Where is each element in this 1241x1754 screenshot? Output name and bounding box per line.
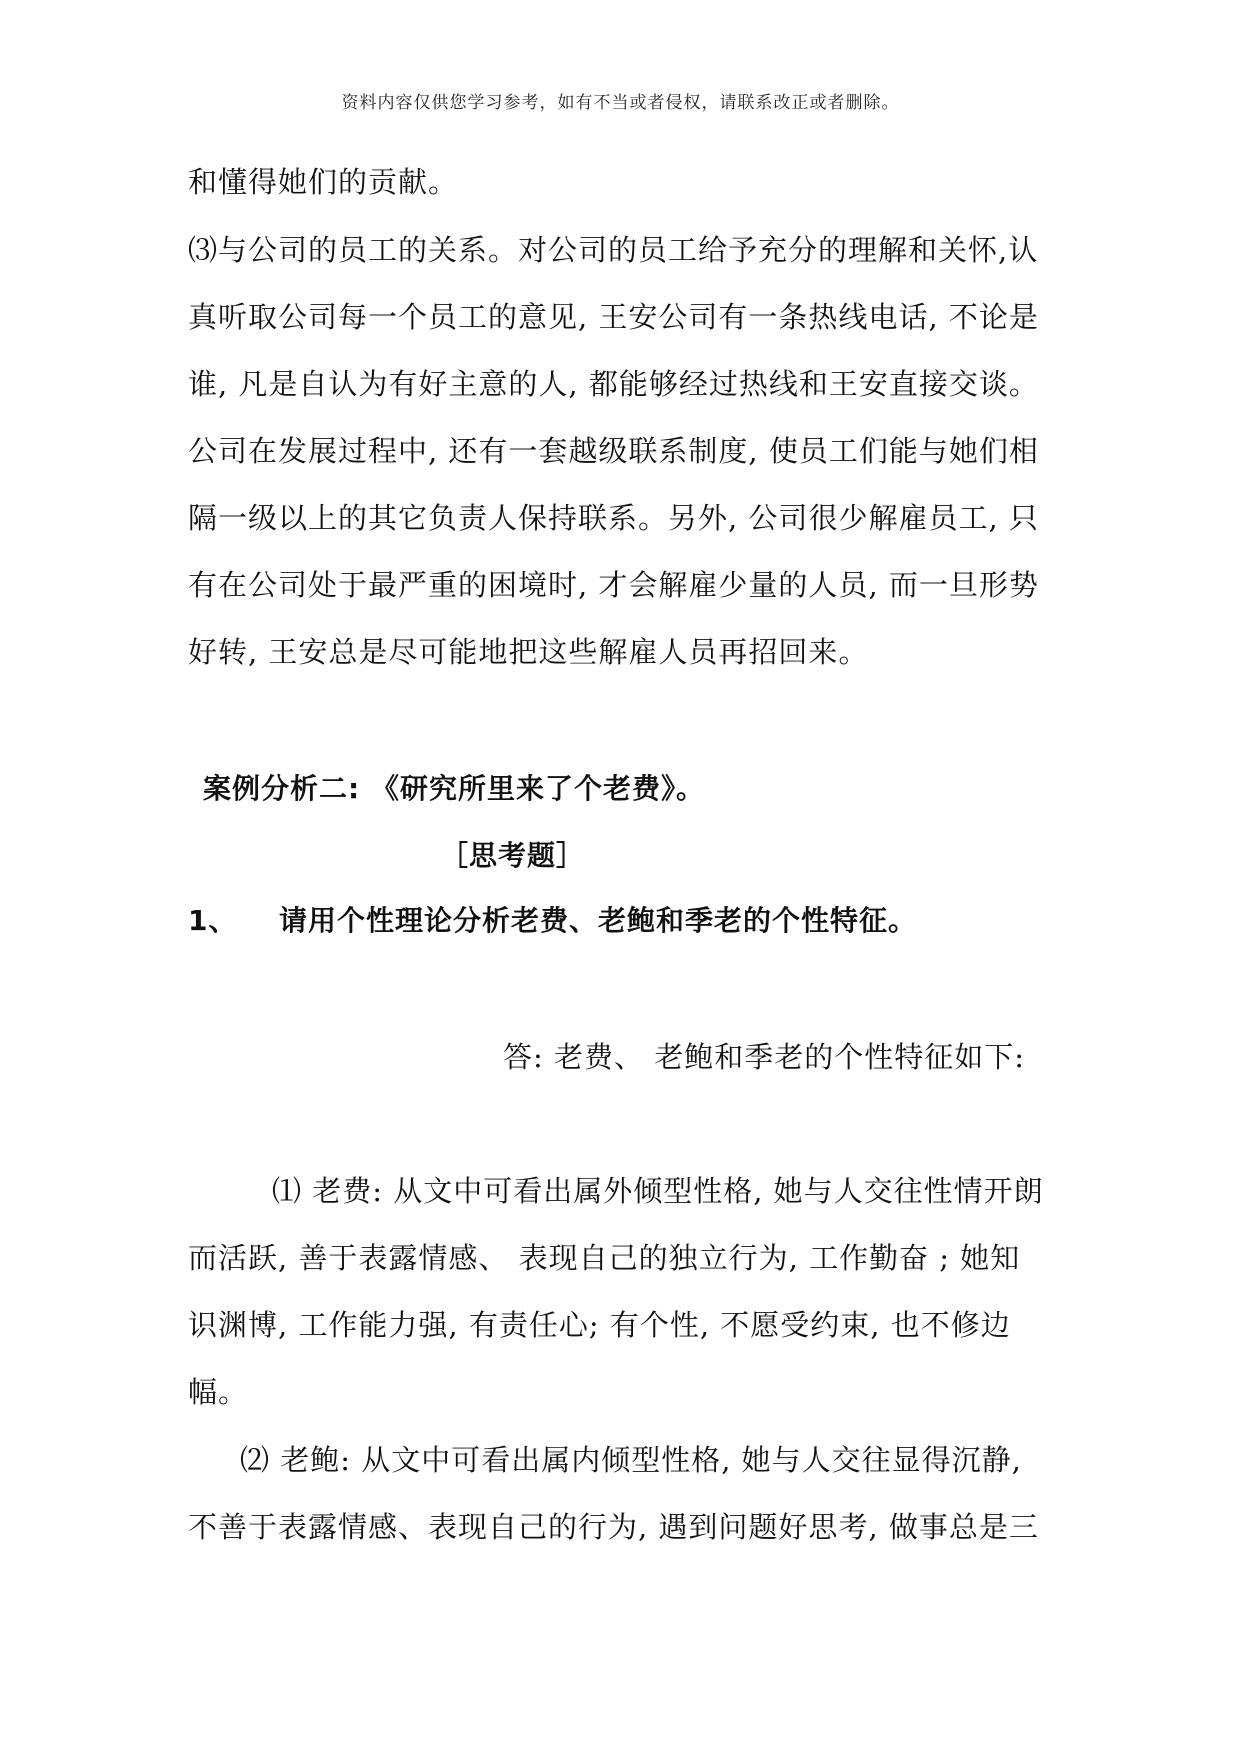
text-line: 谁, 凡是自认为有好主意的人, 都能够经过热线和王安直接交谈。 — [188, 367, 1039, 401]
text-line: 有在公司处于最严重的困境时, 才会解雇少量的人员, 而一旦形势 — [188, 568, 1039, 602]
text-line: ⑵ 老鲍: 从文中可看出属内倾型性格, 她与人交往显得沉静, — [240, 1443, 1022, 1477]
question-text: 请用个性理论分析老费、老鲍和季老的个性特征。 — [278, 904, 917, 937]
text-line: 而活跃, 善于表露情感、 表现自己的独立行为, 工作勤奋 ; 她知 — [188, 1241, 1021, 1275]
text-line: 幅。 — [188, 1375, 249, 1409]
text-line: 公司在发展过程中, 还有一套越级联系制度, 使员工们能与她们相 — [188, 434, 1039, 468]
question-number: 1、 — [188, 904, 238, 937]
text-line: ⑴ 老费: 从文中可看出属外倾型性格, 她与人交往性情开朗 — [272, 1174, 1044, 1208]
answer-intro: 答: 老费、 老鲍和季老的个性特征如下: — [503, 1040, 1025, 1074]
question-1 — [188, 904, 917, 937]
section-heading: ［思考题］ — [440, 839, 586, 872]
text-line: 隔一级以上的其它负责人保持联系。另外, 公司很少解雇员工, 只 — [188, 501, 1039, 535]
case-title: 案例分析二: 《研究所里来了个老费》。 — [203, 772, 705, 805]
text-line: 好转, 王安总是尽可能地把这些解雇人员再招回来。 — [188, 635, 869, 669]
copyright-notice: 资料内容仅供您学习参考，如有不当或者侵权，请联系改正或者删除。 — [341, 93, 900, 113]
text-line: 不善于表露情感、表现自己的行为, 遇到问题好思考, 做事总是三 — [188, 1510, 1039, 1544]
text-line: ⑶与公司的员工的关系。对公司的员工给予充分的理解和关怀,认 — [188, 233, 1039, 267]
text-line: 真听取公司每一个员工的意见, 王安公司有一条热线电话, 不论是 — [188, 300, 1039, 334]
text-line: 和懂得她们的贡献。 — [188, 165, 459, 199]
text-line: 识渊博, 工作能力强, 有责任心; 有个性, 不愿受约束, 也不修边 — [188, 1308, 1011, 1342]
